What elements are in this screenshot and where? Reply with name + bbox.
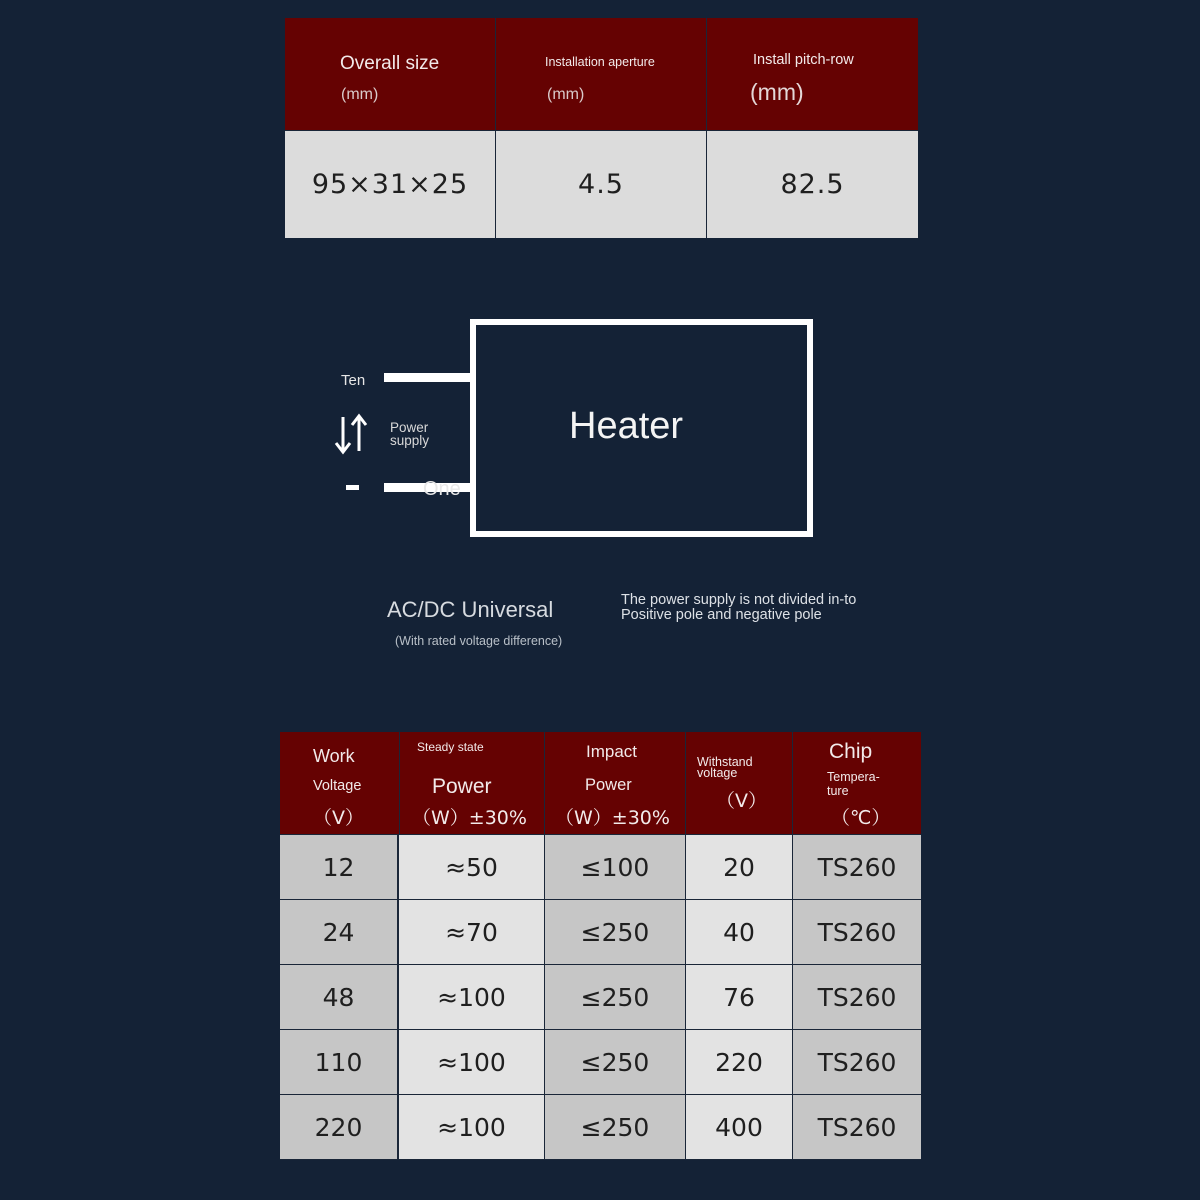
cell-withstand-voltage: 400	[686, 1095, 792, 1159]
spec-header-mid: Power	[432, 775, 492, 798]
dim-header-installation-aperture	[496, 18, 706, 130]
spec-header-mid: Tempera-ture	[827, 770, 880, 798]
dim-value-installation-aperture: 4.5	[496, 131, 706, 238]
dim-header-overall-size	[285, 18, 495, 130]
dim-header-title: Installation aperture	[545, 55, 655, 69]
spec-header-chip-temperature	[793, 732, 921, 834]
cell-withstand-voltage: 220	[686, 1030, 792, 1094]
cell-chip-temperature: TS260	[793, 1030, 921, 1094]
cell-work-voltage: 24	[280, 900, 397, 964]
cell-impact-power: ≤250	[545, 1030, 685, 1094]
dim-header-unit: (mm)	[341, 86, 379, 103]
polarity-note: The power supply is not divided in-to Positive pole and negative pole	[621, 592, 857, 623]
dim-header-install-pitch-row	[707, 18, 918, 130]
cell-work-voltage: 220	[280, 1095, 397, 1159]
cell-chip-temperature: TS260	[793, 835, 921, 899]
cell-steady-power: ≈100	[399, 1095, 544, 1159]
spec-header-top: Chip	[829, 740, 873, 763]
spec-header-unit: （W）±30%	[555, 807, 670, 829]
spec-header-top: Steady state	[417, 740, 484, 754]
cell-impact-power: ≤250	[545, 1095, 685, 1159]
dim-header-unit: (mm)	[750, 79, 804, 105]
cell-withstand-voltage: 40	[686, 900, 792, 964]
cell-chip-temperature: TS260	[793, 900, 921, 964]
cell-steady-power: ≈50	[399, 835, 544, 899]
cell-work-voltage: 110	[280, 1030, 397, 1094]
spec-header-top: Impact	[586, 742, 638, 761]
dimension-table	[285, 18, 918, 237]
dim-header-title: Overall size	[340, 53, 440, 74]
cell-work-voltage: 12	[280, 835, 397, 899]
spec-header-unit: （V）	[716, 790, 767, 812]
table-row	[280, 965, 921, 1029]
cell-steady-power: ≈70	[399, 900, 544, 964]
spec-table	[280, 732, 921, 1160]
cell-steady-power: ≈100	[399, 965, 544, 1029]
cell-impact-power: ≤250	[545, 900, 685, 964]
table-row	[280, 835, 921, 899]
cell-work-voltage: 48	[280, 965, 397, 1029]
spec-header-impact-power	[545, 732, 685, 834]
minus-sign-icon	[346, 485, 359, 490]
positive-pole-label: Ten	[341, 372, 366, 389]
dim-value-overall-size: 95×31×25	[285, 131, 495, 238]
acdc-title: AC/DC Universal	[387, 597, 554, 622]
spec-header-mid: Power	[585, 776, 632, 794]
bidirectional-arrow-icon	[334, 413, 370, 455]
dim-value-install-pitch-row: 82.5	[707, 131, 918, 238]
spec-header-unit: （W）±30%	[412, 807, 527, 829]
positive-lead-line	[384, 373, 476, 382]
spec-header-work-voltage	[280, 732, 399, 834]
spec-header-steady-power	[400, 732, 544, 834]
table-row	[280, 900, 921, 964]
acdc-subtitle: (With rated voltage difference)	[395, 634, 563, 648]
spec-header-unit: （V）	[313, 807, 364, 829]
dim-header-title: Install pitch-row	[753, 52, 854, 68]
cell-impact-power: ≤100	[545, 835, 685, 899]
spec-header-top: Work	[313, 746, 355, 766]
cell-withstand-voltage: 76	[686, 965, 792, 1029]
table-row	[280, 1030, 921, 1094]
power-supply-label: Power supply	[390, 420, 430, 448]
spec-header-mid: Voltage	[313, 778, 362, 794]
cell-chip-temperature: TS260	[793, 965, 921, 1029]
cell-chip-temperature: TS260	[793, 1095, 921, 1159]
dim-header-unit: (mm)	[547, 86, 585, 103]
heater-label: Heater	[569, 405, 684, 447]
spec-header-unit: （℃）	[831, 807, 891, 829]
spec-header-withstand-voltage	[686, 732, 792, 834]
negative-pole-label: One	[423, 478, 461, 500]
cell-withstand-voltage: 20	[686, 835, 792, 899]
table-row	[280, 1095, 921, 1159]
cell-impact-power: ≤250	[545, 965, 685, 1029]
spec-header-top: Withstand voltage	[697, 755, 753, 780]
cell-steady-power: ≈100	[399, 1030, 544, 1094]
